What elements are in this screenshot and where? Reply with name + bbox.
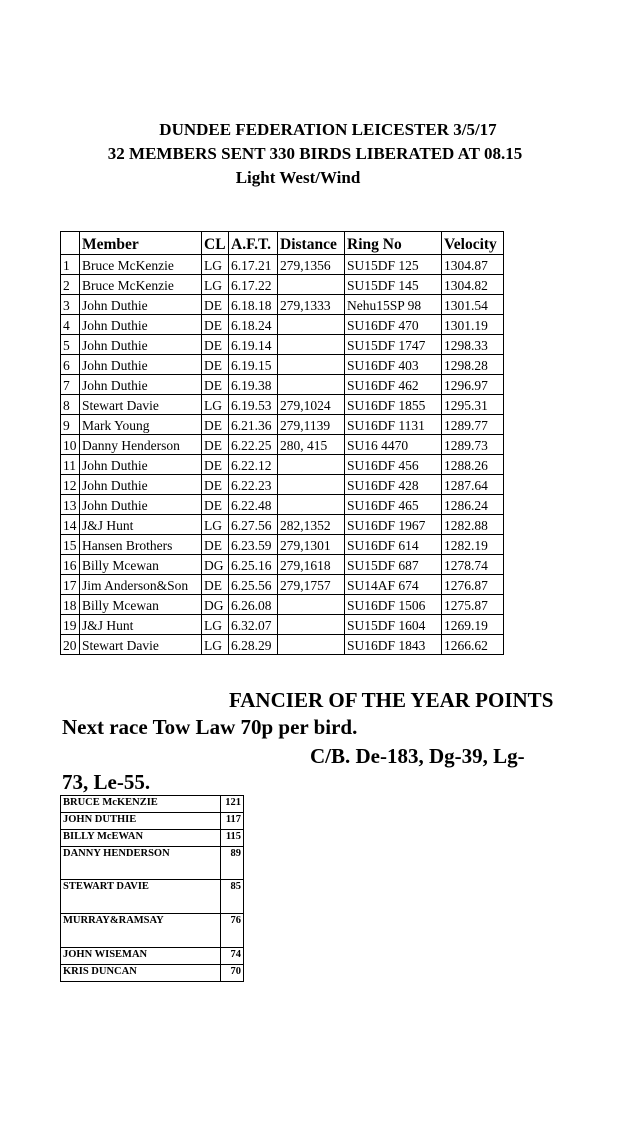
cell-ring-no: SU15DF 687: [345, 555, 442, 575]
cell-cl: DE: [202, 535, 229, 555]
title-line-2: 32 MEMBERS SENT 330 BIRDS LIBERATED AT 08.15: [107, 144, 523, 163]
cell-ring-no: SU15DF 1604: [345, 615, 442, 635]
cell-distance: [278, 355, 345, 375]
cell-velocity: 1269.19: [442, 615, 504, 635]
cell-distance: 279,1139: [278, 415, 345, 435]
points-name: KRIS DUNCAN: [61, 965, 221, 982]
cell-cl: DE: [202, 455, 229, 475]
cell-member: John Duthie: [80, 455, 202, 475]
points-row: [61, 830, 244, 847]
cell-ring-no: SU16DF 1855: [345, 395, 442, 415]
table-row: [61, 335, 504, 355]
cell-velocity: 1298.33: [442, 335, 504, 355]
points-name: BILLY McEWAN: [61, 830, 221, 847]
cell-aft: 6.25.56: [229, 575, 278, 595]
cb-summary-line-1: C/B. De-183, Dg-39, Lg-: [310, 744, 525, 768]
next-race-note: Next race Tow Law 70p per bird.: [62, 715, 358, 739]
cell-position: 4: [61, 315, 80, 335]
points-value: 74: [221, 948, 244, 965]
cell-position: 2: [61, 275, 80, 295]
cell-cl: DE: [202, 475, 229, 495]
points-name: BRUCE McKENZIE: [61, 796, 221, 813]
table-row: [61, 355, 504, 375]
cb-summary-line-2: 73, Le-55.: [62, 770, 151, 794]
cell-position: 14: [61, 515, 80, 535]
cell-member: John Duthie: [80, 475, 202, 495]
cell-distance: 280, 415: [278, 435, 345, 455]
table-row: [61, 535, 504, 555]
cell-aft: 6.22.23: [229, 475, 278, 495]
cell-position: 20: [61, 635, 80, 655]
cell-cl: LG: [202, 615, 229, 635]
cell-distance: 279,1024: [278, 395, 345, 415]
cell-position: 8: [61, 395, 80, 415]
table-row: [61, 455, 504, 475]
cell-velocity: 1289.77: [442, 415, 504, 435]
cell-cl: LG: [202, 635, 229, 655]
cell-aft: 6.17.22: [229, 275, 278, 295]
cell-position: 19: [61, 615, 80, 635]
cell-member: Mark Young: [80, 415, 202, 435]
cell-ring-no: SU16DF 1843: [345, 635, 442, 655]
cell-cl: DE: [202, 435, 229, 455]
col-header-distance: Distance: [278, 232, 345, 255]
cell-distance: 279,1301: [278, 535, 345, 555]
cell-cl: DG: [202, 555, 229, 575]
cell-aft: 6.17.21: [229, 255, 278, 275]
cell-position: 18: [61, 595, 80, 615]
cell-distance: 282,1352: [278, 515, 345, 535]
cell-velocity: 1301.19: [442, 315, 504, 335]
table-row: [61, 515, 504, 535]
points-name: JOHN WISEMAN: [61, 948, 221, 965]
cell-position: 7: [61, 375, 80, 395]
cell-distance: [278, 335, 345, 355]
cell-member: Danny Henderson: [80, 435, 202, 455]
table-row: [61, 635, 504, 655]
cell-cl: LG: [202, 255, 229, 275]
cell-cl: DE: [202, 375, 229, 395]
cell-aft: 6.23.59: [229, 535, 278, 555]
cell-ring-no: SU16DF 1967: [345, 515, 442, 535]
cell-velocity: 1289.73: [442, 435, 504, 455]
results-header-row: [61, 232, 504, 255]
cell-member: John Duthie: [80, 355, 202, 375]
points-row: [61, 965, 244, 982]
table-row: [61, 435, 504, 455]
table-row: [61, 615, 504, 635]
cell-aft: 6.22.48: [229, 495, 278, 515]
cell-position: 12: [61, 475, 80, 495]
cell-distance: [278, 595, 345, 615]
title-line-3: Light West/Wind: [235, 168, 361, 187]
cell-velocity: 1287.64: [442, 475, 504, 495]
cell-ring-no: SU16DF 470: [345, 315, 442, 335]
points-row: [61, 796, 244, 813]
cell-cl: DE: [202, 295, 229, 315]
cell-aft: 6.28.29: [229, 635, 278, 655]
points-value: 117: [221, 813, 244, 830]
table-row: [61, 255, 504, 275]
table-row: [61, 415, 504, 435]
cell-ring-no: SU15DF 1747: [345, 335, 442, 355]
cell-distance: [278, 455, 345, 475]
cell-member: Bruce McKenzie: [80, 275, 202, 295]
cell-ring-no: SU16 4470: [345, 435, 442, 455]
results-table: [60, 231, 504, 655]
cell-position: 1: [61, 255, 80, 275]
points-name: JOHN DUTHIE: [61, 813, 221, 830]
cell-member: John Duthie: [80, 495, 202, 515]
cell-aft: 6.32.07: [229, 615, 278, 635]
cell-ring-no: SU16DF 1131: [345, 415, 442, 435]
cell-aft: 6.19.15: [229, 355, 278, 375]
cell-aft: 6.27.56: [229, 515, 278, 535]
cell-ring-no: Nehu15SP 98: [345, 295, 442, 315]
table-row: [61, 575, 504, 595]
cell-position: 16: [61, 555, 80, 575]
cell-member: J&J Hunt: [80, 615, 202, 635]
points-row: [61, 914, 244, 948]
cell-ring-no: SU15DF 145: [345, 275, 442, 295]
cell-velocity: 1296.97: [442, 375, 504, 395]
cell-velocity: 1266.62: [442, 635, 504, 655]
cell-cl: LG: [202, 395, 229, 415]
cell-ring-no: SU16DF 462: [345, 375, 442, 395]
cell-member: John Duthie: [80, 295, 202, 315]
cell-member: John Duthie: [80, 315, 202, 335]
cell-aft: 6.19.14: [229, 335, 278, 355]
cell-position: 3: [61, 295, 80, 315]
fancier-of-year-title: FANCIER OF THE YEAR POINTS: [229, 688, 554, 712]
cell-ring-no: SU16DF 1506: [345, 595, 442, 615]
points-row: [61, 948, 244, 965]
cell-velocity: 1301.54: [442, 295, 504, 315]
points-value: 115: [221, 830, 244, 847]
cell-aft: 6.18.18: [229, 295, 278, 315]
points-name: MURRAY&RAMSAY: [61, 914, 221, 948]
points-row: [61, 880, 244, 914]
table-row: [61, 275, 504, 295]
cell-distance: 279,1618: [278, 555, 345, 575]
cell-distance: [278, 495, 345, 515]
cell-ring-no: SU16DF 614: [345, 535, 442, 555]
cell-member: John Duthie: [80, 335, 202, 355]
cell-cl: LG: [202, 515, 229, 535]
table-row: [61, 395, 504, 415]
cell-cl: LG: [202, 275, 229, 295]
cell-cl: DE: [202, 315, 229, 335]
cell-ring-no: SU16DF 456: [345, 455, 442, 475]
cell-position: 6: [61, 355, 80, 375]
cell-velocity: 1304.82: [442, 275, 504, 295]
cell-aft: 6.25.16: [229, 555, 278, 575]
points-name: DANNY HENDERSON: [61, 847, 221, 880]
cell-distance: 279,1333: [278, 295, 345, 315]
cell-distance: [278, 375, 345, 395]
points-name: STEWART DAVIE: [61, 880, 221, 914]
cell-member: Bruce McKenzie: [80, 255, 202, 275]
cell-member: Stewart Davie: [80, 635, 202, 655]
cell-distance: 279,1757: [278, 575, 345, 595]
cell-member: Hansen Brothers: [80, 535, 202, 555]
col-header-member: Member: [80, 232, 202, 255]
points-table: [60, 795, 244, 982]
cell-cl: DE: [202, 415, 229, 435]
cell-member: Stewart Davie: [80, 395, 202, 415]
cell-velocity: 1298.28: [442, 355, 504, 375]
cell-distance: [278, 615, 345, 635]
cell-aft: 6.21.36: [229, 415, 278, 435]
title-line-1: DUNDEE FEDERATION LEICESTER 3/5/17: [159, 120, 497, 139]
cell-position: 15: [61, 535, 80, 555]
cell-member: John Duthie: [80, 375, 202, 395]
points-value: 76: [221, 914, 244, 948]
table-row: [61, 495, 504, 515]
table-row: [61, 375, 504, 395]
points-row: [61, 813, 244, 830]
cell-velocity: 1286.24: [442, 495, 504, 515]
cell-position: 17: [61, 575, 80, 595]
cell-velocity: 1304.87: [442, 255, 504, 275]
cell-aft: 6.26.08: [229, 595, 278, 615]
cell-ring-no: SU16DF 465: [345, 495, 442, 515]
cell-velocity: 1295.31: [442, 395, 504, 415]
cell-distance: 279,1356: [278, 255, 345, 275]
cell-ring-no: SU16DF 428: [345, 475, 442, 495]
cell-aft: 6.19.38: [229, 375, 278, 395]
table-row: [61, 315, 504, 335]
cell-position: 5: [61, 335, 80, 355]
cell-ring-no: SU15DF 125: [345, 255, 442, 275]
cell-ring-no: SU16DF 403: [345, 355, 442, 375]
cell-aft: 6.18.24: [229, 315, 278, 335]
table-row: [61, 295, 504, 315]
cell-member: Billy Mcewan: [80, 595, 202, 615]
cell-cl: DE: [202, 495, 229, 515]
cell-position: 10: [61, 435, 80, 455]
cell-velocity: 1288.26: [442, 455, 504, 475]
points-value: 121: [221, 796, 244, 813]
cell-aft: 6.19.53: [229, 395, 278, 415]
cell-distance: [278, 315, 345, 335]
points-value: 85: [221, 880, 244, 914]
cell-aft: 6.22.12: [229, 455, 278, 475]
cell-cl: DE: [202, 575, 229, 595]
cell-velocity: 1275.87: [442, 595, 504, 615]
cell-velocity: 1278.74: [442, 555, 504, 575]
col-header-position: [61, 232, 80, 255]
col-header-aft: A.F.T.: [229, 232, 278, 255]
cell-cl: DE: [202, 355, 229, 375]
cell-position: 9: [61, 415, 80, 435]
cell-velocity: 1276.87: [442, 575, 504, 595]
points-value: 89: [221, 847, 244, 880]
cell-cl: DG: [202, 595, 229, 615]
cell-distance: [278, 275, 345, 295]
cell-distance: [278, 475, 345, 495]
cell-position: 11: [61, 455, 80, 475]
cell-position: 13: [61, 495, 80, 515]
cell-ring-no: SU14AF 674: [345, 575, 442, 595]
cell-member: J&J Hunt: [80, 515, 202, 535]
cell-velocity: 1282.88: [442, 515, 504, 535]
table-row: [61, 555, 504, 575]
col-header-ring-no: Ring No: [345, 232, 442, 255]
cell-distance: [278, 635, 345, 655]
col-header-velocity: Velocity: [442, 232, 504, 255]
cell-member: Jim Anderson&Son: [80, 575, 202, 595]
cell-velocity: 1282.19: [442, 535, 504, 555]
cell-cl: DE: [202, 335, 229, 355]
points-value: 70: [221, 965, 244, 982]
col-header-cl: CL: [202, 232, 229, 255]
cell-aft: 6.22.25: [229, 435, 278, 455]
table-row: [61, 595, 504, 615]
table-row: [61, 475, 504, 495]
cell-member: Billy Mcewan: [80, 555, 202, 575]
points-row: [61, 847, 244, 880]
